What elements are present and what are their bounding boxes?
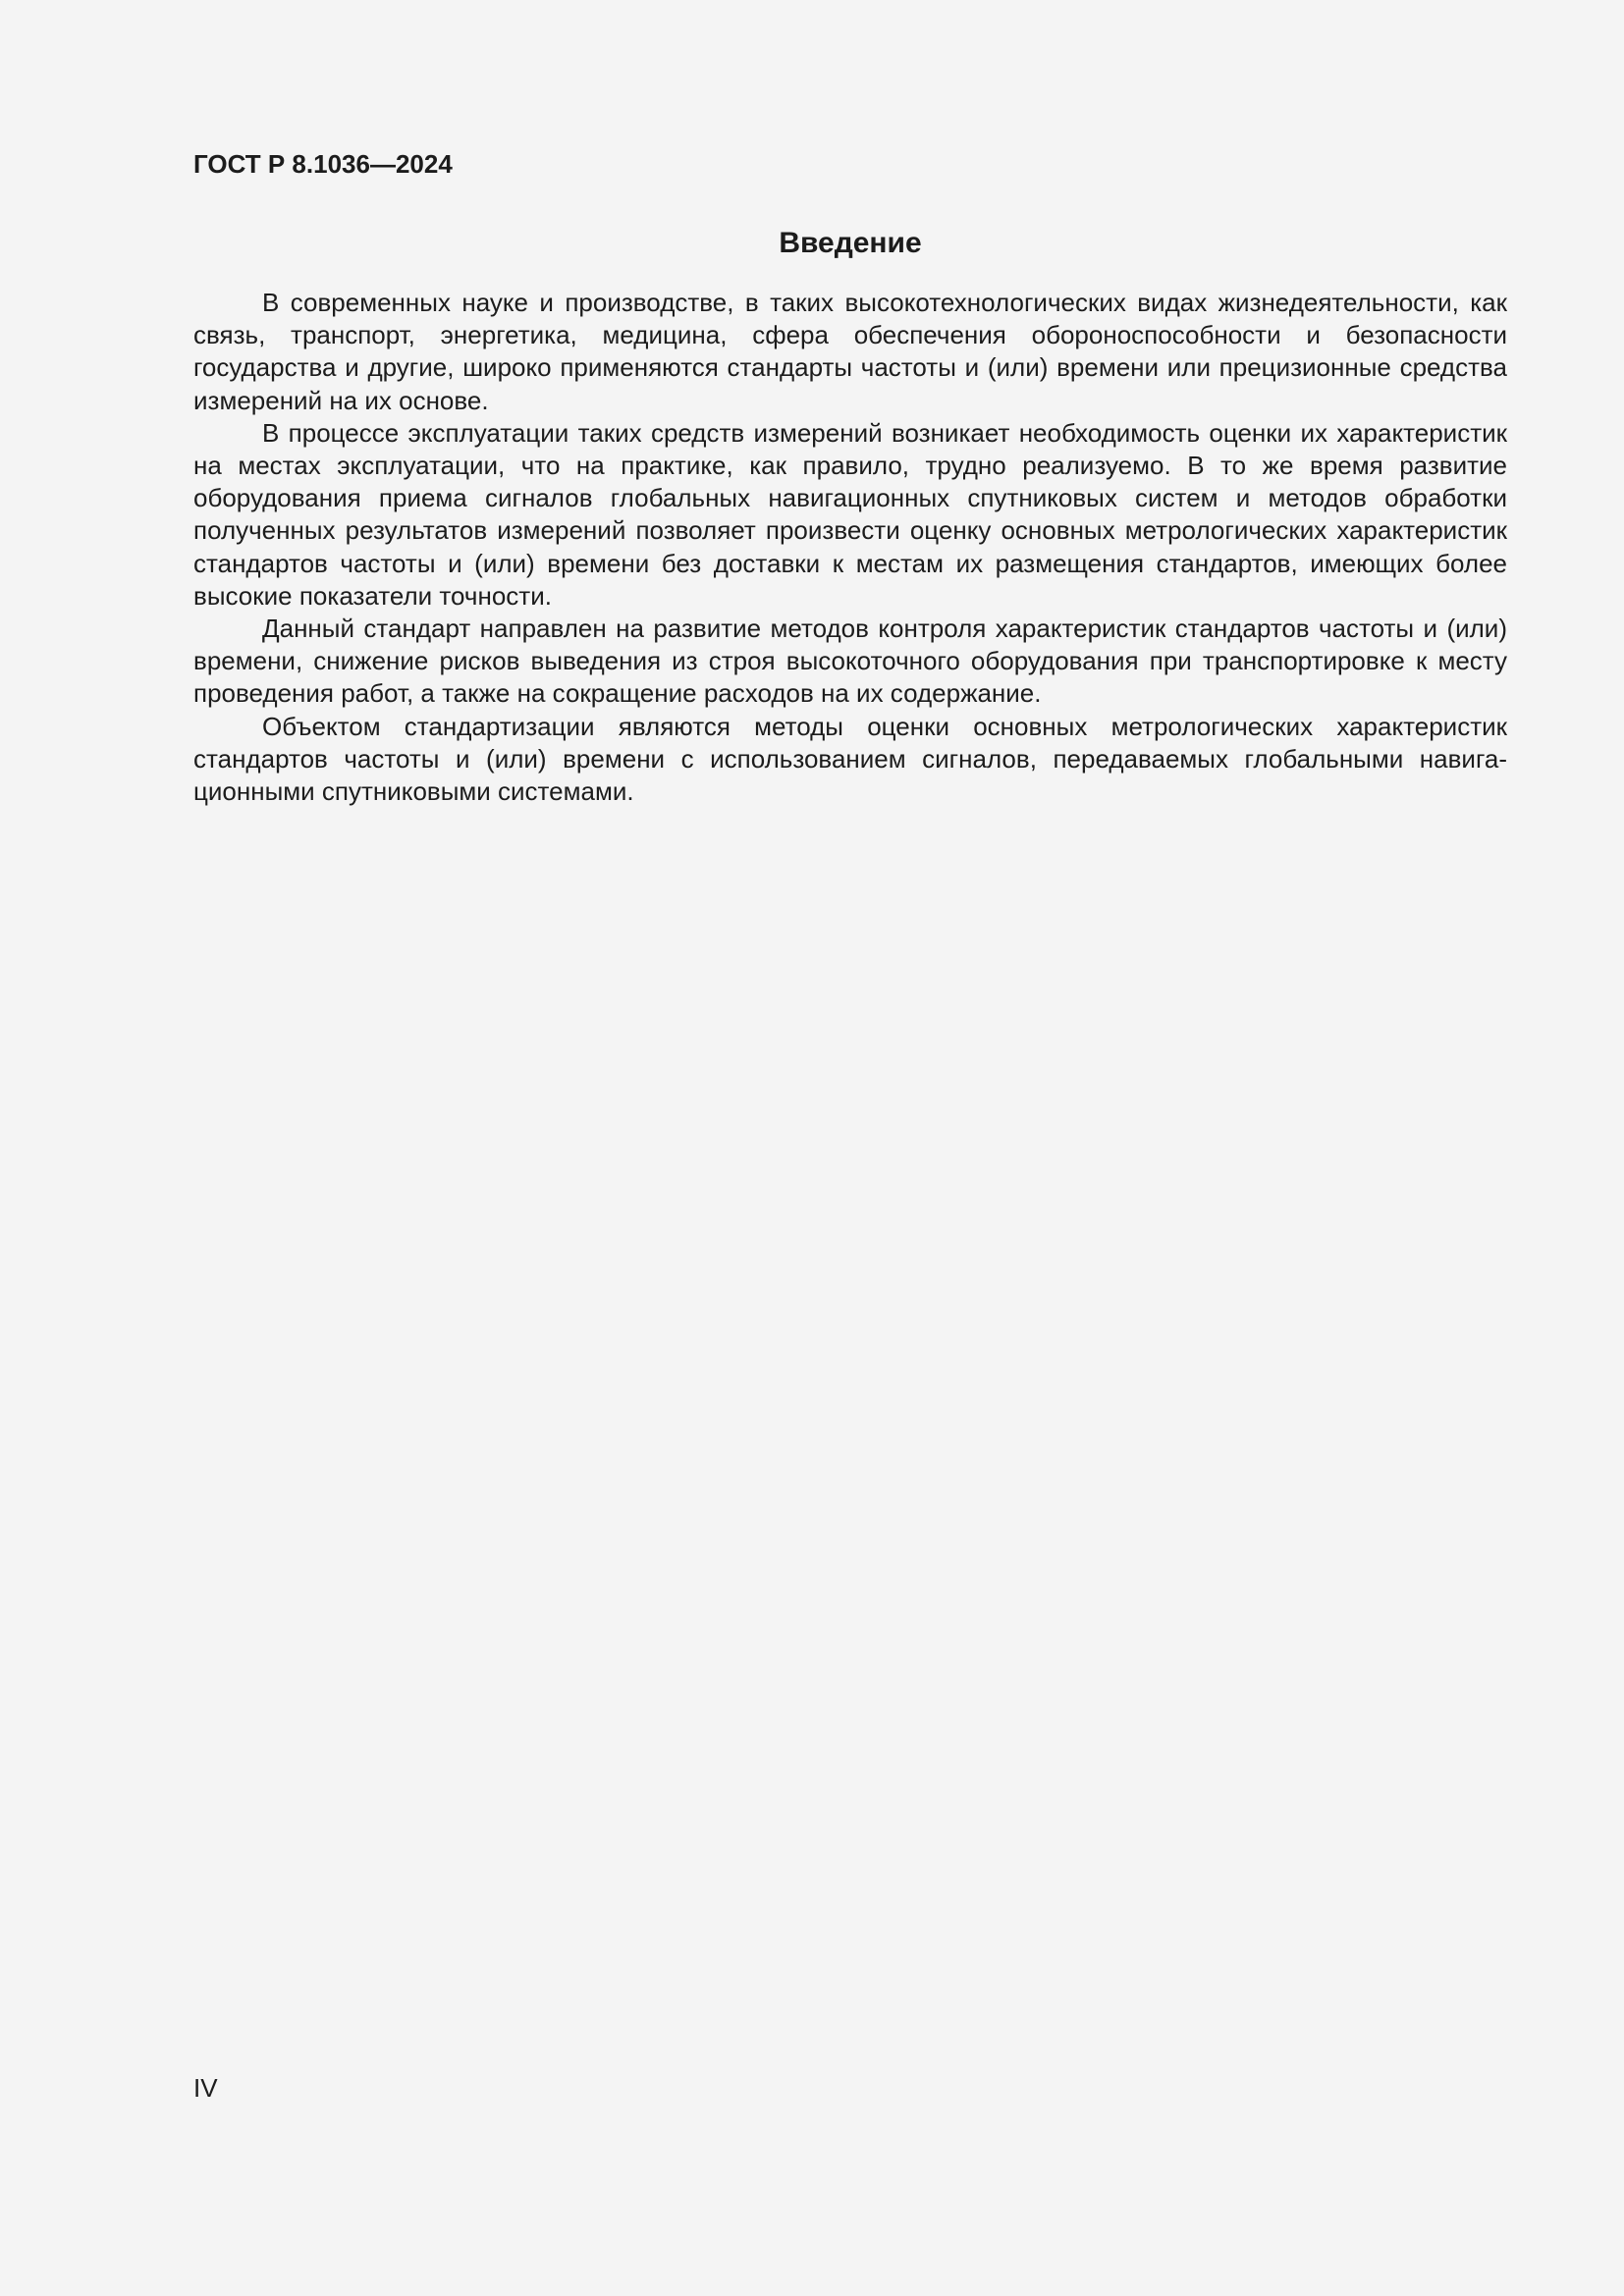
- paragraph: В современных науке и производстве, в таких высокотехнологических видах жизнедеятельности, как связь, транспорт, энергетика, медицина, сфера обеспечения обороноспособности и безопасности государства и другие, широко применяются стандарты частоты и (или) времени или прецизионные средства измерений на их основе.: [193, 288, 1507, 415]
- paragraph: Объектом стандартизации являются методы оценки основных метрологических характеристик стандартов частоты и (или) времени с использованием сигналов, передаваемых глобальными навигационными спутниковыми системами.: [193, 711, 1507, 807]
- section-title: Введение: [779, 227, 922, 259]
- page-number: IV: [193, 2073, 218, 2103]
- document-code-header: ГОСТ Р 8.1036—2024: [193, 149, 453, 179]
- paragraph: В процессе эксплуатации таких средств измерений возникает необходимость оценки их характеристик на местах эксплуатации, что на практике, как правило, трудно реализуемо. В то же время развитие оборудования приема сигналов глобальных навигационных спутниковых систем и методов обработки полученных результатов измерений позволяет произвести оценку основных метрологических характеристик стандартов частоты и (или) времени без доставки к местам их размещения стандартов, имеющих более высокие показатели точности.: [193, 417, 1507, 611]
- paragraph: Данный стандарт направлен на развитие методов контроля характеристик стандартов частоты и (или) времени, снижение рисков выведения из строя высокоточного оборудования при транспортировке к месту проведения работ, а также на сокращение расходов на их содержание.: [193, 614, 1507, 709]
- introduction-body: [193, 287, 1507, 808]
